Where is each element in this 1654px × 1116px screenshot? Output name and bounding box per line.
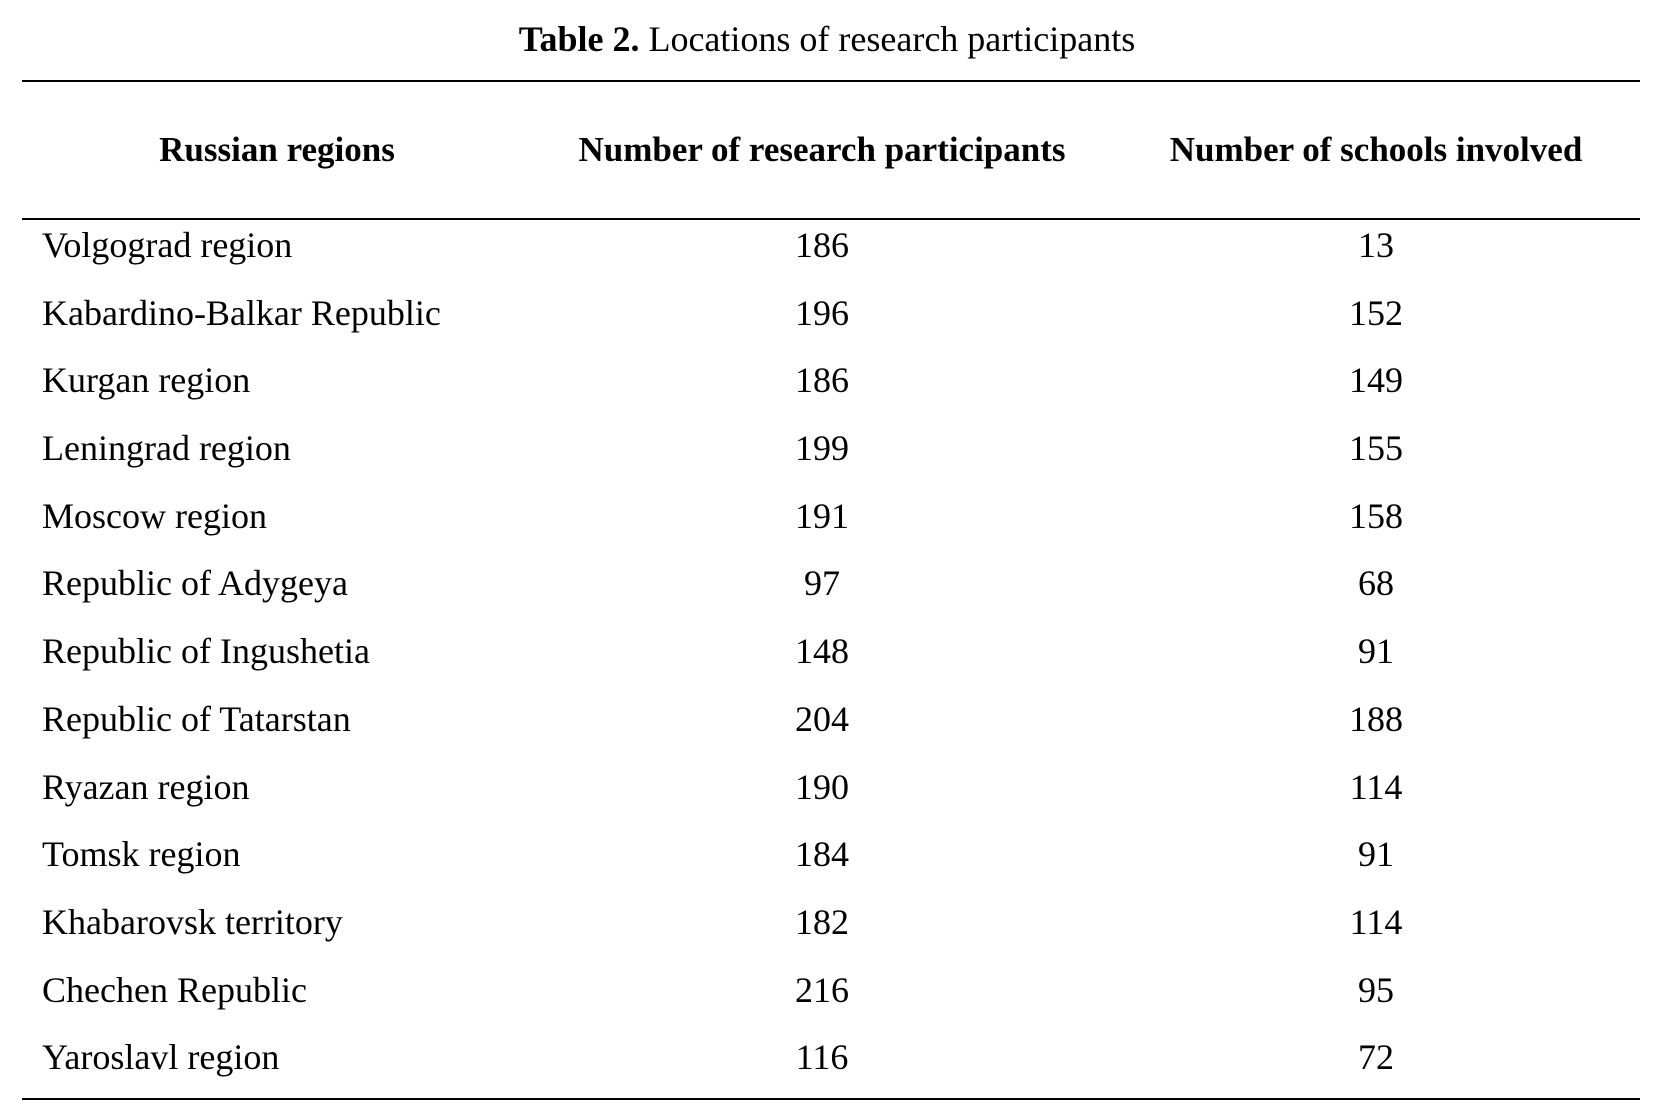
cell-schools: 68: [1358, 563, 1394, 604]
cell-participants: 97: [804, 563, 840, 604]
cell-region: Tomsk region: [42, 834, 241, 875]
table-caption-text: Locations of research participants: [639, 19, 1136, 59]
cell-schools: 91: [1358, 834, 1394, 875]
column-header-schools: Number of schools involved: [1169, 130, 1583, 169]
table-row: [22, 550, 1640, 618]
column-header-region: Russian regions: [159, 130, 395, 169]
table-row: [22, 415, 1640, 483]
cell-schools: 188: [1349, 698, 1403, 739]
cell-region: Republic of Tatarstan: [42, 698, 351, 739]
cell-participants: 182: [795, 901, 849, 942]
cell-participants: 186: [795, 225, 849, 265]
cell-region: Khabarovsk territory: [42, 901, 343, 942]
table-bottom-rule: [22, 1098, 1640, 1100]
cell-schools: 114: [1349, 766, 1403, 807]
cell-participants: 199: [795, 428, 849, 469]
table-row: [22, 1024, 1640, 1092]
table-row: [22, 821, 1640, 889]
cell-schools: 114: [1349, 901, 1403, 942]
table-row: [22, 957, 1640, 1025]
table-caption: [0, 14, 1654, 64]
table-row: [22, 889, 1640, 957]
table-row: [22, 686, 1640, 754]
cell-region: Ryazan region: [42, 766, 250, 807]
table-row: [22, 212, 1640, 280]
cell-schools: 149: [1349, 360, 1403, 401]
table-caption-label: Table 2.: [518, 19, 640, 59]
cell-region: Republic of Adygeya: [42, 563, 348, 604]
cell-schools: 72: [1358, 1037, 1394, 1078]
column-header-participants: Number of research participants: [578, 130, 1066, 169]
table-row: [22, 347, 1640, 415]
table-body: [22, 212, 1640, 1092]
cell-region: Volgograd region: [42, 225, 293, 265]
cell-schools: 155: [1349, 428, 1403, 469]
cell-schools: 13: [1358, 225, 1394, 265]
cell-participants: 204: [795, 698, 849, 739]
cell-schools: 158: [1349, 495, 1403, 536]
cell-participants: 186: [795, 360, 849, 401]
cell-region: Kurgan region: [42, 360, 251, 401]
cell-region: Republic of Ingushetia: [42, 631, 370, 672]
cell-region: Kabardino-Balkar Republic: [42, 292, 441, 333]
table-row: [22, 754, 1640, 822]
cell-region: Yaroslavl region: [42, 1037, 280, 1078]
cell-schools: 91: [1358, 631, 1394, 672]
cell-participants: 196: [795, 292, 849, 333]
cell-participants: 216: [795, 969, 849, 1010]
cell-region: Leningrad region: [42, 428, 291, 469]
cell-participants: 190: [795, 766, 849, 807]
cell-schools: 152: [1349, 292, 1403, 333]
table-row: [22, 618, 1640, 686]
cell-region: Moscow region: [42, 495, 267, 536]
cell-participants: 191: [795, 495, 849, 536]
cell-participants: 116: [795, 1037, 849, 1078]
cell-participants: 148: [795, 631, 849, 672]
cell-region: Chechen Republic: [42, 969, 307, 1010]
table-row: [22, 280, 1640, 348]
cell-participants: 184: [795, 834, 849, 875]
table-row: [22, 483, 1640, 551]
cell-schools: 95: [1358, 969, 1394, 1010]
